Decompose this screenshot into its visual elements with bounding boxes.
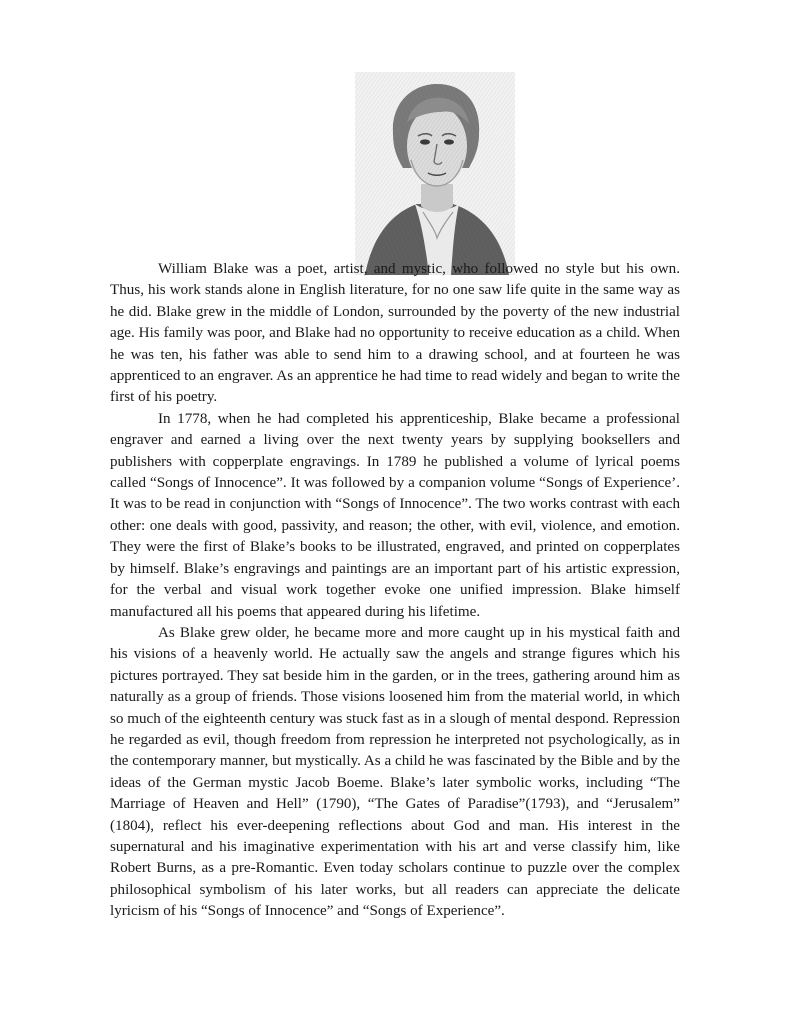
paragraph-1: William Blake was a poet, artist, and mystic, who followed no style but his own. Thus, his work stands alone in English literature, for no one saw life quite in the same way as he did. Blake grew in the middle of London, surrounded by the poverty of the new industrial age. His family was poor, and Blake had no opportunity to receive education as a child. When he was ten, his father was able to send him to a drawing school, and at fourteen he was apprenticed to an engraver. As an apprentice he had time to read widely and began to write the first of his poetry. xyxy=(110,261,680,406)
portrait-image xyxy=(355,72,515,275)
portrait-engraving-icon xyxy=(355,72,515,275)
paragraph-3: As Blake grew older, he became more and more caught up in his mystical faith and his visions of a heavenly world. He actually saw the angels and strange figures which his pictures portrayed. They sat beside him in the garden, or in the trees, gathering around him as naturally as a group of friends. Those visions loosened him from the material world, in which so much of the eighteenth century was stuck fast as in a slough of mental despond. Repression he regarded as evil, though freedom from repression he interpreted not psychologically, as in the contemporary manner, but mystically. As a child he was fascinated by the Bible and by the ideas of the German mystic Jacob Boeme. Blake’s later symbolic works, including “The Marriage of Heaven and Hell” (1790), “The Gates of Paradise”(1793), and “Jerusalem” (1804), reflect his ever-deepening reflections about God and man. His interest in the supernatural and his imaginative experimentation with his art and verse classify him, like Robert Burns, as a pre-Romantic. Even today scholars continue to puzzle over the complex philosophical symbolism of his later works, but all readers can appreciate the delicate lyricism of his “Songs of Innocence” and “Songs of Experience”. xyxy=(110,624,680,920)
paragraph-2: In 1778, when he had completed his apprenticeship, Blake became a professional engraver and earned a living over the next twenty years by supplying booksellers and publishers with copperplate engravings. In 1789 he published a volume of lyrical poems called “Songs of Innocence”. It was followed by a companion volume “Songs of Experience’. It was to be read in conjunction with “Songs of Innocence”. The two works contrast with each other: one deals with good, passivity, and reason; the other, with evil, violence, and emotion. They were the first of Blake’s books to be illustrated, engraved, and printed on copperplates by himself. Blake’s engravings and paintings are an important part of his artistic expression, for the verbal and visual work together evoke one unified impression. Blake himself manufactured all his poems that appeared during his lifetime. xyxy=(110,410,680,620)
article-body xyxy=(110,259,680,923)
